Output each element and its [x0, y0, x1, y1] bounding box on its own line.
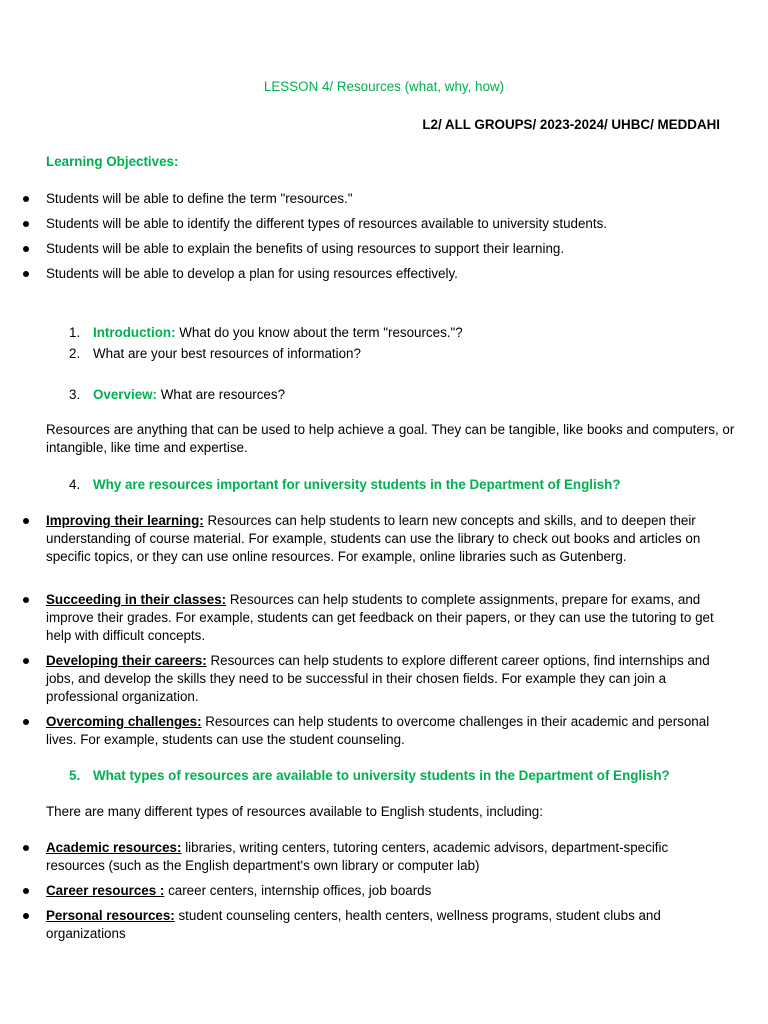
section-introduction	[93, 324, 733, 342]
item-text: libraries, writing centers, tutoring centers, academic advisors, department-specific resources (such as the English department's own library or computer lab)	[46, 840, 669, 873]
item-text: career centers, internship offices, job boards	[164, 883, 432, 898]
section-heading: Why are resources important for university students in the Department of English?	[93, 477, 621, 492]
item-term: Succeeding in their classes:	[46, 592, 227, 607]
list-item	[46, 512, 726, 566]
objective-item: Students will be able to explain the benefits of using resources to support their learning.	[46, 241, 565, 256]
objective-item: Students will be able to define the term "resources."	[46, 191, 353, 206]
bullet	[23, 913, 29, 919]
list-number: 3.	[69, 387, 81, 402]
bullet	[23, 518, 29, 524]
bullet	[23, 221, 29, 227]
item-term: Overcoming challenges:	[46, 714, 202, 729]
list-number: 1.	[69, 325, 81, 340]
section-label: Overview:	[93, 387, 158, 402]
list-item	[46, 713, 726, 749]
section-text: What are your best resources of information?	[93, 346, 361, 361]
item-term: Developing their careers:	[46, 653, 207, 668]
item-term: Career resources :	[46, 883, 165, 898]
item-text: Resources can help students to complete assignments, prepare for exams, and improve their grades. For example, students can get feedback on their papers, or they can use the tutoring to get help with difficult concepts.	[46, 592, 714, 643]
bullet	[23, 719, 29, 725]
bullet	[23, 196, 29, 202]
item-term: Improving their learning:	[46, 513, 204, 528]
item-term: Academic resources:	[46, 840, 182, 855]
bullet	[23, 271, 29, 277]
item-text: Resources can help students to overcome challenges in their academic and personal lives. For example, students can use the student counseling.	[46, 714, 710, 747]
course-meta: L2/ ALL GROUPS/ 2023-2024/ UHBC/ MEDDAHI	[422, 117, 720, 132]
list-item	[46, 882, 726, 900]
objective-item: Students will be able to develop a plan for using resources effectively.	[46, 266, 458, 281]
item-text: Resources can help students to learn new concepts and skills, and to deepen their understanding of course material. For example, students can use the library to check out books and articles on specific topics, or they can use online resources. For example, online libraries such as Gutenberg.	[46, 513, 701, 564]
item-text: student counseling centers, health centers, wellness programs, student clubs and organizations	[46, 908, 661, 941]
bullet	[23, 888, 29, 894]
list-number: 5.	[69, 768, 81, 783]
paragraph: Resources are anything that can be used to help achieve a goal. They can be tangible, like books and computers, or intangible, like time and expertise.	[46, 422, 735, 455]
section-text: What do you know about the term "resources."?	[175, 325, 463, 340]
bullet	[23, 658, 29, 664]
list-item	[46, 591, 726, 645]
item-text: Resources can help students to explore different career options, find internships and jobs, and develop the skills they need to be successful in their chosen fields. For example they can join a professional organization.	[46, 653, 710, 704]
list-number: 2.	[69, 346, 81, 361]
paragraph: There are many different types of resources available to English students, including:	[46, 804, 543, 819]
list-item	[46, 907, 726, 943]
item-term: Personal resources:	[46, 908, 175, 923]
list-item	[46, 839, 726, 875]
objective-item: Students will be able to identify the different types of resources available to university students.	[46, 216, 607, 231]
lesson-title: LESSON 4/ Resources (what, why, how)	[263, 79, 505, 94]
objectives-heading: Learning Objectives:	[46, 154, 179, 169]
list-item	[46, 652, 726, 706]
bullet	[23, 246, 29, 252]
list-number: 4.	[69, 477, 81, 492]
section-overview	[93, 386, 733, 404]
bullet	[23, 845, 29, 851]
bullet	[23, 597, 29, 603]
section-text: What are resources?	[157, 387, 286, 402]
section-heading: What types of resources are available to university students in the Department of English?	[93, 768, 670, 783]
section-label: Introduction:	[93, 325, 176, 340]
